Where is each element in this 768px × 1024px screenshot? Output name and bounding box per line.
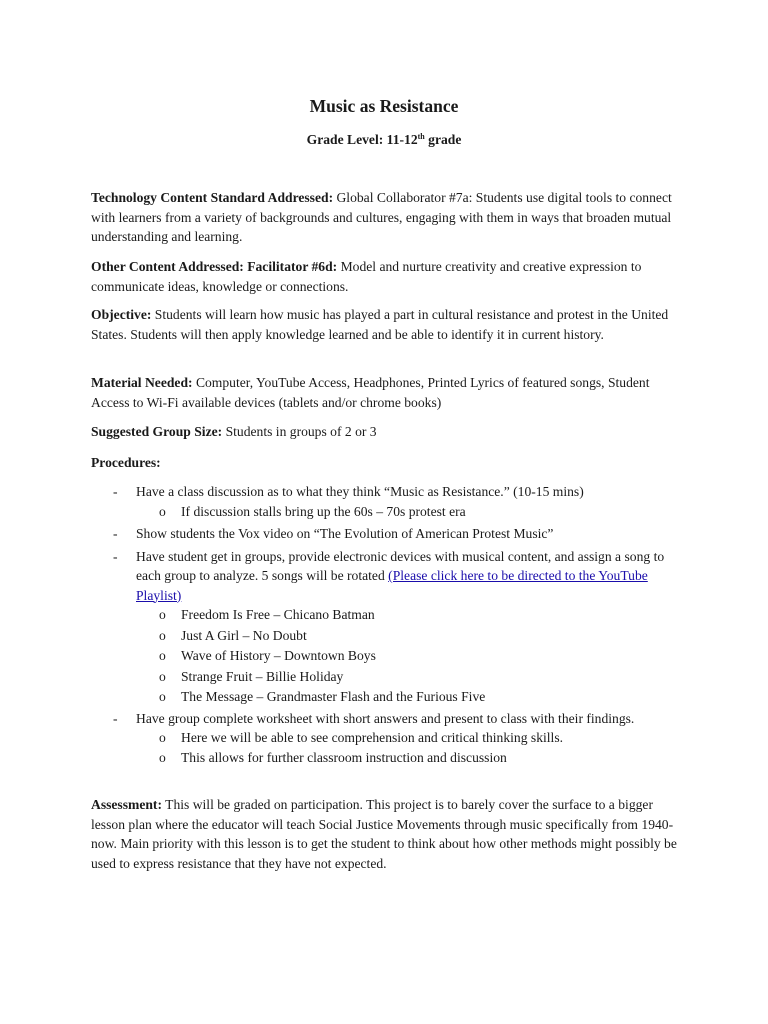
tech-standard-text: Global Collaborator #7a: Students use digital tools to connect with learners from a variety of backgrounds and cultures, engaging with them in ways that broaden mutual understanding and learning.	[91, 190, 672, 244]
bullet-marker: o	[159, 607, 166, 622]
group-size-text: Students in groups of 2 or 3	[222, 424, 377, 439]
song-item-text: Just A Girl – No Doubt	[181, 627, 307, 643]
objective-text: Students will learn how music has played a part in cultural resistance and protest in the United States. Students will then apply knowledge learned and be able to identify it in current history.	[91, 307, 669, 342]
objective-label: Objective:	[91, 307, 152, 322]
group-size-label: Suggested Group Size:	[91, 424, 223, 439]
bullet-marker: o	[159, 689, 166, 704]
procedure-step-4-sub	[91, 748, 691, 768]
procedure-step-1-sub	[91, 502, 691, 522]
assessment-label: Assessment:	[91, 797, 162, 812]
other-content-paragraph	[91, 257, 681, 296]
dash-marker: -	[113, 548, 118, 564]
dash-marker: -	[113, 526, 118, 541]
bullet-marker: o	[159, 668, 166, 684]
song-item-text: Wave of History – Downtown Boys	[181, 648, 376, 663]
procedure-step-4-sub-text: Here we will be able to see comprehension and critical thinking skills.	[181, 730, 564, 745]
bullet-marker: o	[159, 648, 166, 663]
bullet-marker: o	[159, 730, 166, 745]
bullet-marker: o	[159, 749, 166, 765]
song-item	[91, 667, 691, 687]
document-title: Music as Resistance	[309, 96, 459, 116]
procedures-list	[91, 482, 691, 767]
material-label: Material Needed:	[91, 375, 193, 390]
procedure-step-4-sub	[91, 728, 691, 748]
tech-standard-paragraph	[91, 188, 681, 247]
group-size-paragraph	[91, 422, 681, 442]
song-item	[91, 626, 691, 646]
song-item	[91, 646, 691, 666]
dash-marker: -	[113, 484, 118, 499]
bullet-marker: o	[159, 627, 166, 643]
procedure-step-1-sub-text: If discussion stalls bring up the 60s – 70s protest era	[181, 503, 466, 519]
procedure-step-3-text: Have student get in groups, provide electronic devices with musical content, and assign a song to each group to analyze. 5 songs will be rotated	[136, 548, 665, 583]
procedure-step-1	[91, 482, 691, 502]
procedure-step-2	[91, 524, 691, 544]
material-paragraph	[91, 373, 681, 412]
bullet-marker: o	[159, 503, 166, 519]
procedure-step-1-text: Have a class discussion as to what they think “Music as Resistance.” (10-15 mins)	[136, 484, 584, 499]
grade-level-label: Grade Level: 11-12	[306, 132, 418, 147]
procedure-step-4	[91, 709, 691, 729]
procedure-step-2-text: Show students the Vox video on “The Evolution of American Protest Music”	[136, 526, 554, 541]
procedure-step-4-sub-text: This allows for further classroom instruction and discussion	[181, 749, 507, 765]
dash-marker: -	[113, 710, 118, 726]
procedures-heading-text: Procedures:	[91, 455, 161, 470]
youtube-playlist-link[interactable]: (Please click here to be directed to the YouTube Playlist)	[136, 568, 648, 603]
grade-level	[91, 130, 677, 149]
other-content-label: Other Content Addressed: Facilitator #6d:	[91, 259, 338, 274]
song-item	[91, 687, 691, 707]
grade-level-suffix: grade	[424, 132, 462, 147]
song-item	[91, 605, 691, 625]
assessment-paragraph	[91, 795, 681, 873]
material-text: Computer, YouTube Access, Headphones, Printed Lyrics of featured songs, Student Access to Wi-Fi available devices (tablets and/or chrome books)	[91, 375, 650, 410]
song-item-text: Freedom Is Free – Chicano Batman	[181, 607, 375, 622]
song-item-text: Strange Fruit – Billie Holiday	[181, 668, 344, 684]
objective-paragraph	[91, 305, 681, 344]
procedure-step-3	[91, 547, 691, 606]
assessment-text: This will be graded on participation. This project is to barely cover the surface to a bigger lesson plan where the educator will teach Social Justice Movements through music specifically from 1940-now. Main priority with this lesson is to get the student to think about how other methods might possibly be used to express resistance that they have not expected.	[91, 797, 677, 871]
tech-standard-label: Technology Content Standard Addressed:	[91, 190, 334, 205]
song-item-text: The Message – Grandmaster Flash and the Furious Five	[181, 689, 486, 704]
other-content-text: Model and nurture creativity and creative expression to communicate ideas, knowledge or connections.	[91, 259, 642, 294]
procedures-heading	[91, 453, 681, 473]
procedure-step-4-text: Have group complete worksheet with short answers and present to class with their findings.	[136, 710, 635, 726]
grade-level-superscript: th	[417, 132, 425, 141]
